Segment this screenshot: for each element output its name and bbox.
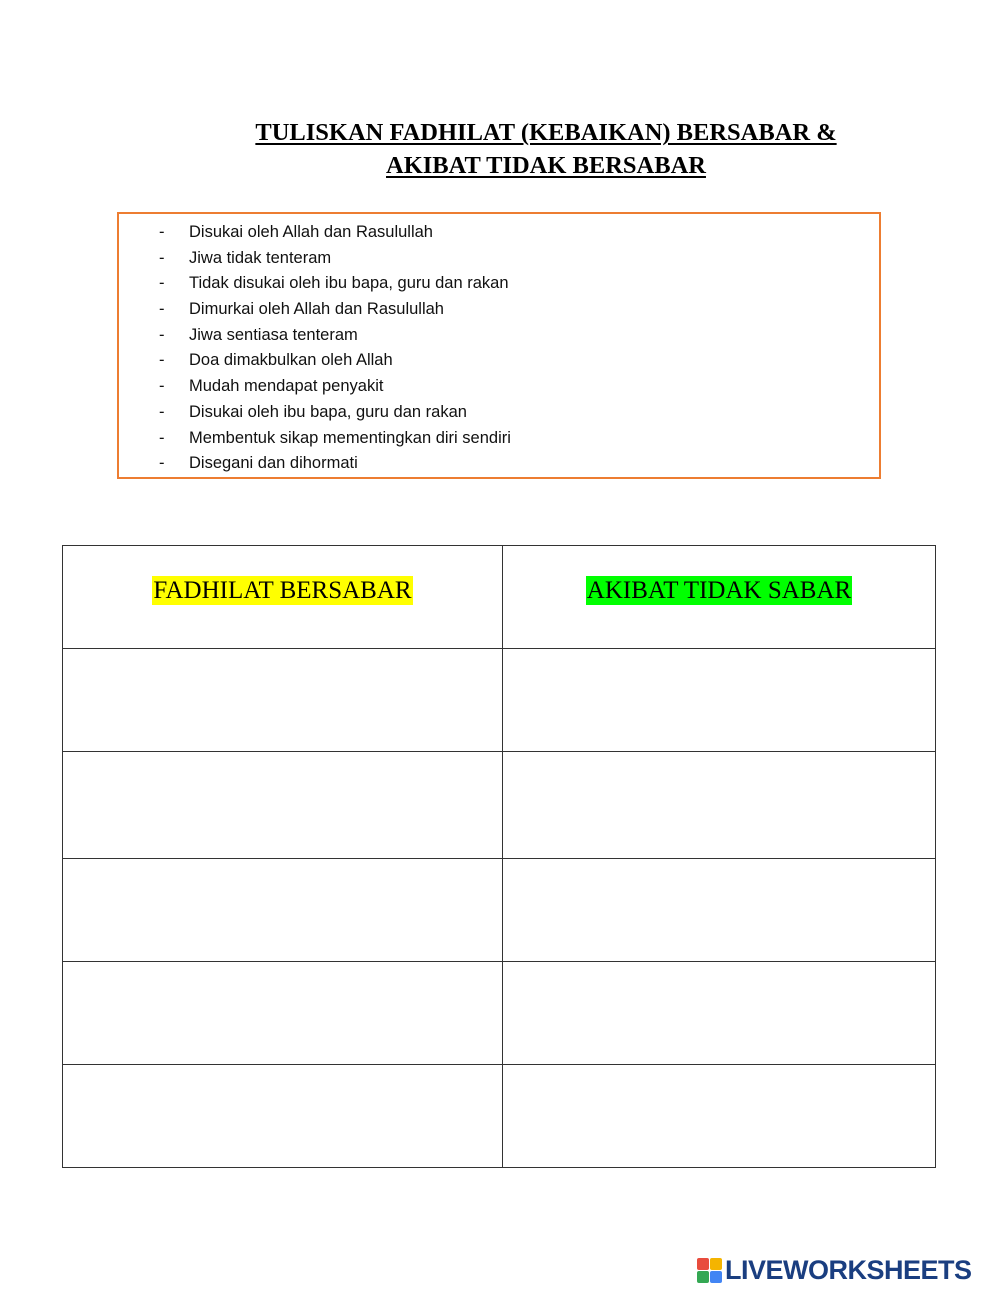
word-bank-item[interactable]: [119, 348, 879, 374]
word-bank-item-text: Mudah mendapat penyakit: [189, 377, 384, 396]
fadhilat-drop-zone-1[interactable]: [63, 649, 503, 752]
word-bank-item-text: Jiwa sentiasa tenteram: [189, 325, 358, 344]
logo-square-red: [697, 1258, 709, 1270]
table-row: [63, 752, 936, 859]
fadhilat-bersabar-heading: FADHILAT BERSABAR: [153, 577, 412, 604]
drop-target[interactable]: [63, 752, 502, 858]
word-bank-item[interactable]: [119, 451, 879, 477]
liveworksheets-logo: [697, 1255, 972, 1285]
drop-target[interactable]: [503, 649, 935, 751]
table-row: [63, 1065, 936, 1168]
akibat-drop-zone-4[interactable]: [503, 962, 936, 1065]
worksheet-title: [0, 116, 1000, 182]
word-bank-item-text: Disukai oleh Allah dan Rasulullah: [189, 223, 433, 241]
header-cell-akibat: [503, 546, 936, 649]
drop-target[interactable]: [503, 962, 935, 1064]
fadhilat-drop-zone-2[interactable]: [63, 752, 503, 859]
logo-square-yellow: [710, 1258, 722, 1270]
word-bank-item-text: Tidak disukai oleh ibu bapa, guru dan rakan: [189, 274, 509, 293]
word-bank-item[interactable]: [119, 323, 879, 349]
word-bank-item-text: Dimurkai oleh Allah dan Rasulullah: [189, 300, 444, 319]
drop-target[interactable]: [503, 859, 935, 961]
bullet-dash: -: [159, 454, 165, 473]
answer-table: [62, 545, 936, 1168]
logo-square-green: [697, 1271, 709, 1283]
word-bank-item[interactable]: [119, 297, 879, 323]
bullet-dash: -: [159, 274, 165, 293]
bullet-dash: -: [159, 325, 165, 344]
word-bank-item[interactable]: [119, 426, 879, 452]
fadhilat-drop-zone-3[interactable]: [63, 859, 503, 962]
drop-target[interactable]: [63, 649, 502, 751]
word-bank-item-text: Disegani dan dihormati: [189, 454, 358, 473]
bullet-dash: -: [159, 300, 165, 319]
word-bank-item-text: Membentuk sikap mementingkan diri sendiri: [189, 428, 511, 447]
akibat-tidak-sabar-heading: AKIBAT TIDAK SABAR: [586, 577, 852, 604]
bullet-dash: -: [159, 428, 165, 447]
drop-target[interactable]: [503, 752, 935, 858]
drop-target[interactable]: [63, 1065, 502, 1167]
table-row: [63, 962, 936, 1065]
bullet-dash: -: [159, 402, 165, 421]
header-cell-fadhilat: [63, 546, 503, 649]
word-bank-item[interactable]: [119, 246, 879, 272]
logo-square-blue: [710, 1271, 722, 1283]
bullet-dash: -: [159, 223, 165, 241]
word-bank-item[interactable]: [119, 271, 879, 297]
table-header-row: [63, 546, 936, 649]
fadhilat-drop-zone-5[interactable]: [63, 1065, 503, 1168]
drop-target[interactable]: [63, 859, 502, 961]
akibat-drop-zone-1[interactable]: [503, 649, 936, 752]
word-bank-item-text: Doa dimakbulkan oleh Allah: [189, 351, 393, 370]
liveworksheets-logo-icon: [697, 1258, 722, 1283]
bullet-dash: -: [159, 377, 165, 396]
drop-target[interactable]: [503, 1065, 935, 1167]
title-line-2: AKIBAT TIDAK BERSABAR: [386, 152, 706, 179]
word-bank-box: [117, 212, 881, 479]
bullet-dash: -: [159, 351, 165, 370]
word-bank-item[interactable]: [119, 374, 879, 400]
akibat-drop-zone-2[interactable]: [503, 752, 936, 859]
word-bank-item-text: Jiwa tidak tenteram: [189, 248, 332, 267]
table-row: [63, 649, 936, 752]
word-bank-item[interactable]: [119, 220, 879, 246]
akibat-drop-zone-3[interactable]: [503, 859, 936, 962]
table-row: [63, 859, 936, 962]
word-bank-item[interactable]: [119, 400, 879, 426]
title-line-1: TULISKAN FADHILAT (KEBAIKAN) BERSABAR &: [255, 119, 837, 146]
word-bank-list: [119, 214, 879, 477]
word-bank-item-text: Disukai oleh ibu bapa, guru dan rakan: [189, 402, 467, 421]
bullet-dash: -: [159, 248, 165, 267]
fadhilat-drop-zone-4[interactable]: [63, 962, 503, 1065]
liveworksheets-logo-text: LIVEWORKSHEETS: [725, 1254, 972, 1285]
drop-target[interactable]: [63, 962, 502, 1064]
akibat-drop-zone-5[interactable]: [503, 1065, 936, 1168]
